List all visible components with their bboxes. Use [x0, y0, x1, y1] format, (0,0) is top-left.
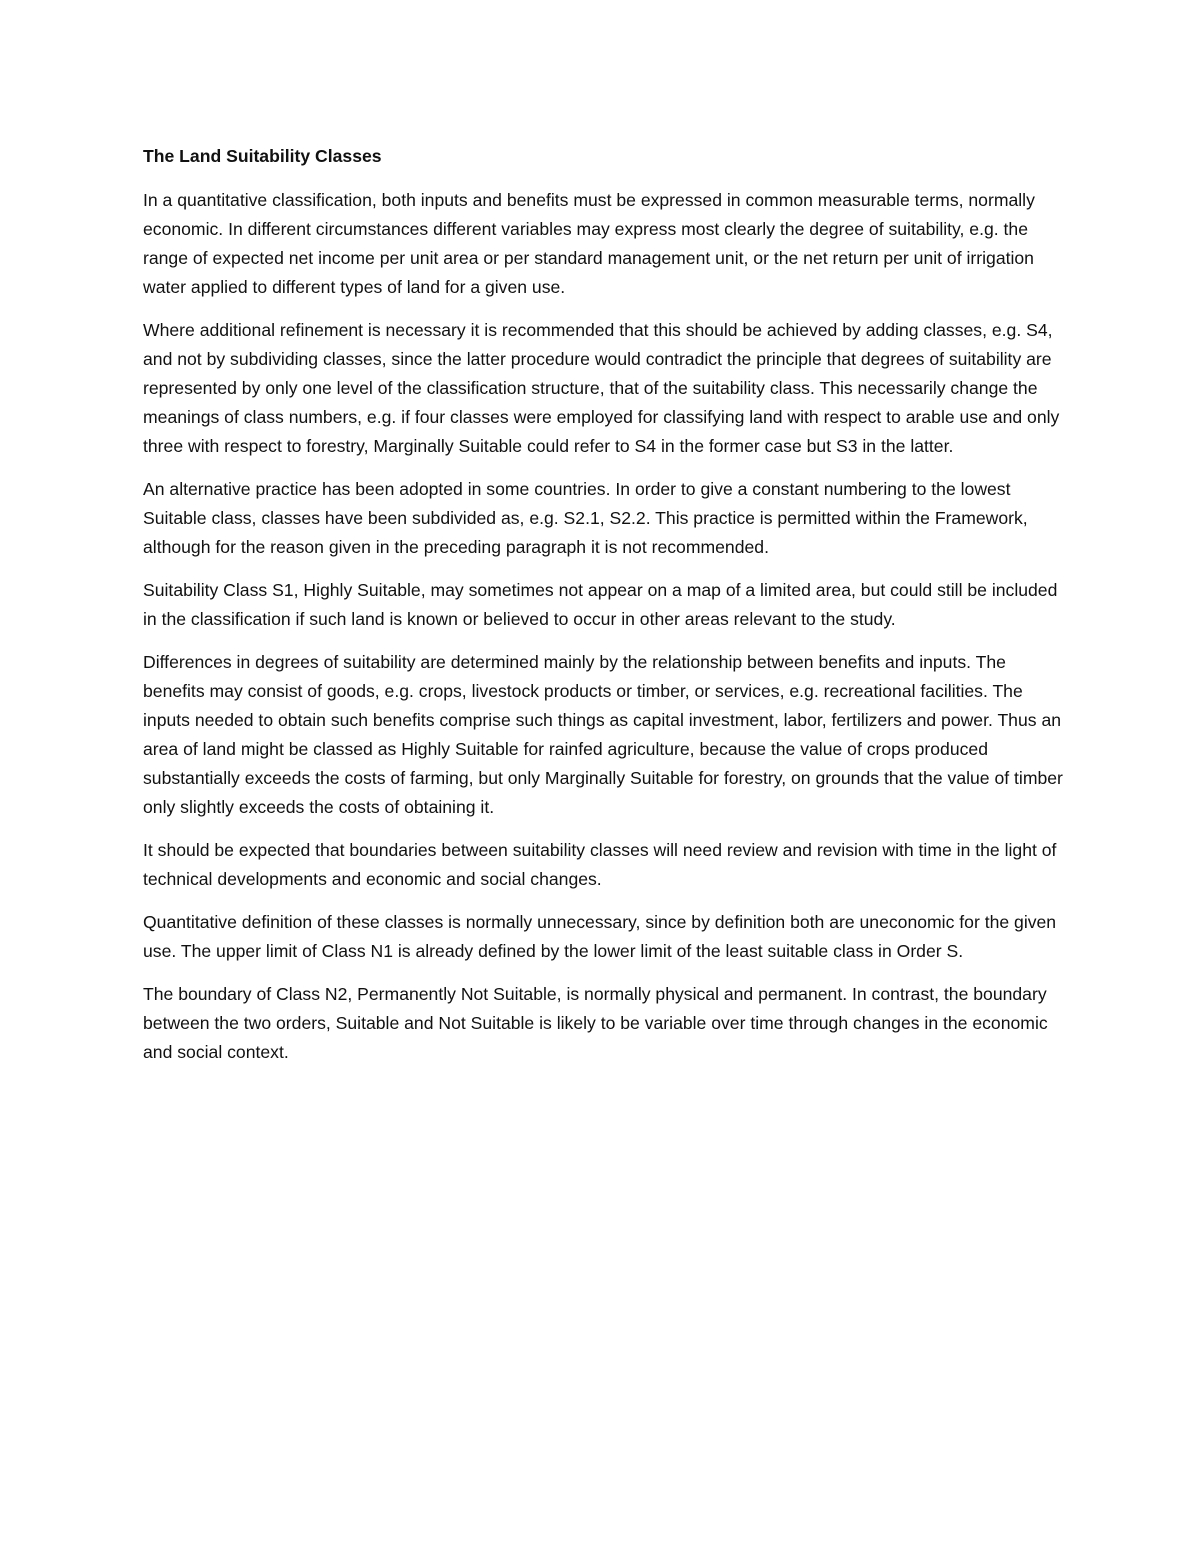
paragraph-7: Quantitative definition of these classes is normally unnecessary, since by definition both are uneconomic for the given use. The upper limit of Class N1 is already defined by the lower limit of the least suitable class in Order S.	[143, 912, 1057, 961]
paragraph-1: In a quantitative classification, both inputs and benefits must be expressed in common measurable terms, normally economic. In different circumstances different variables may express most clearly the degree of suitability, e.g. the range of expected net income per unit area or per standard management unit, or the net return per unit of irrigation water applied to different types of land for a given use.	[143, 190, 1035, 297]
paragraph-6: It should be expected that boundaries between suitability classes will need review and revision with time in the light of technical developments and economic and social changes.	[143, 840, 1057, 889]
paragraph-3: An alternative practice has been adopted in some countries. In order to give a constant numbering to the lowest Suitable class, classes have been subdivided as, e.g. S2.1, S2.2. This practice is permitted within the Framework, although for the reason given in the preceding paragraph it is not recommended.	[143, 479, 1028, 557]
paragraph-2: Where additional refinement is necessary it is recommended that this should be achieved by adding classes, e.g. S4, and not by subdividing classes, since the latter procedure would contradict the principle that degrees of suitability are represented by only one level of the classification structure, that of the suitability class. This necessarily change the meanings of class numbers, e.g. if four classes were employed for classifying land with respect to arable use and only three with respect to forestry, Marginally Suitable could refer to S4 in the former case but S3 in the latter.	[143, 320, 1060, 456]
paragraph-8: The boundary of Class N2, Permanently Not Suitable, is normally physical and permanent. In contrast, the boundary between the two orders, Suitable and Not Suitable is likely to be variable over time through changes in the economic and social context.	[143, 984, 1048, 1062]
document-title: The Land Suitability Classes	[143, 146, 382, 166]
paragraph-4: Suitability Class S1, Highly Suitable, may sometimes not appear on a map of a limited area, but could still be included in the classification if such land is known or believed to occur in other areas relevant to the study.	[143, 580, 1058, 629]
document-page	[143, 139, 1068, 1081]
paragraph-5: Differences in degrees of suitability are determined mainly by the relationship between benefits and inputs. The benefits may consist of goods, e.g. crops, livestock products or timber, or services, e.g. recreational facilities. The inputs needed to obtain such benefits comprise such things as capital investment, labor, fertilizers and power. Thus an area of land might be classed as Highly Suitable for rainfed agriculture, because the value of crops produced substantially exceeds the costs of farming, but only Marginally Suitable for forestry, on grounds that the value of timber only slightly exceeds the costs of obtaining it.	[143, 652, 1063, 817]
